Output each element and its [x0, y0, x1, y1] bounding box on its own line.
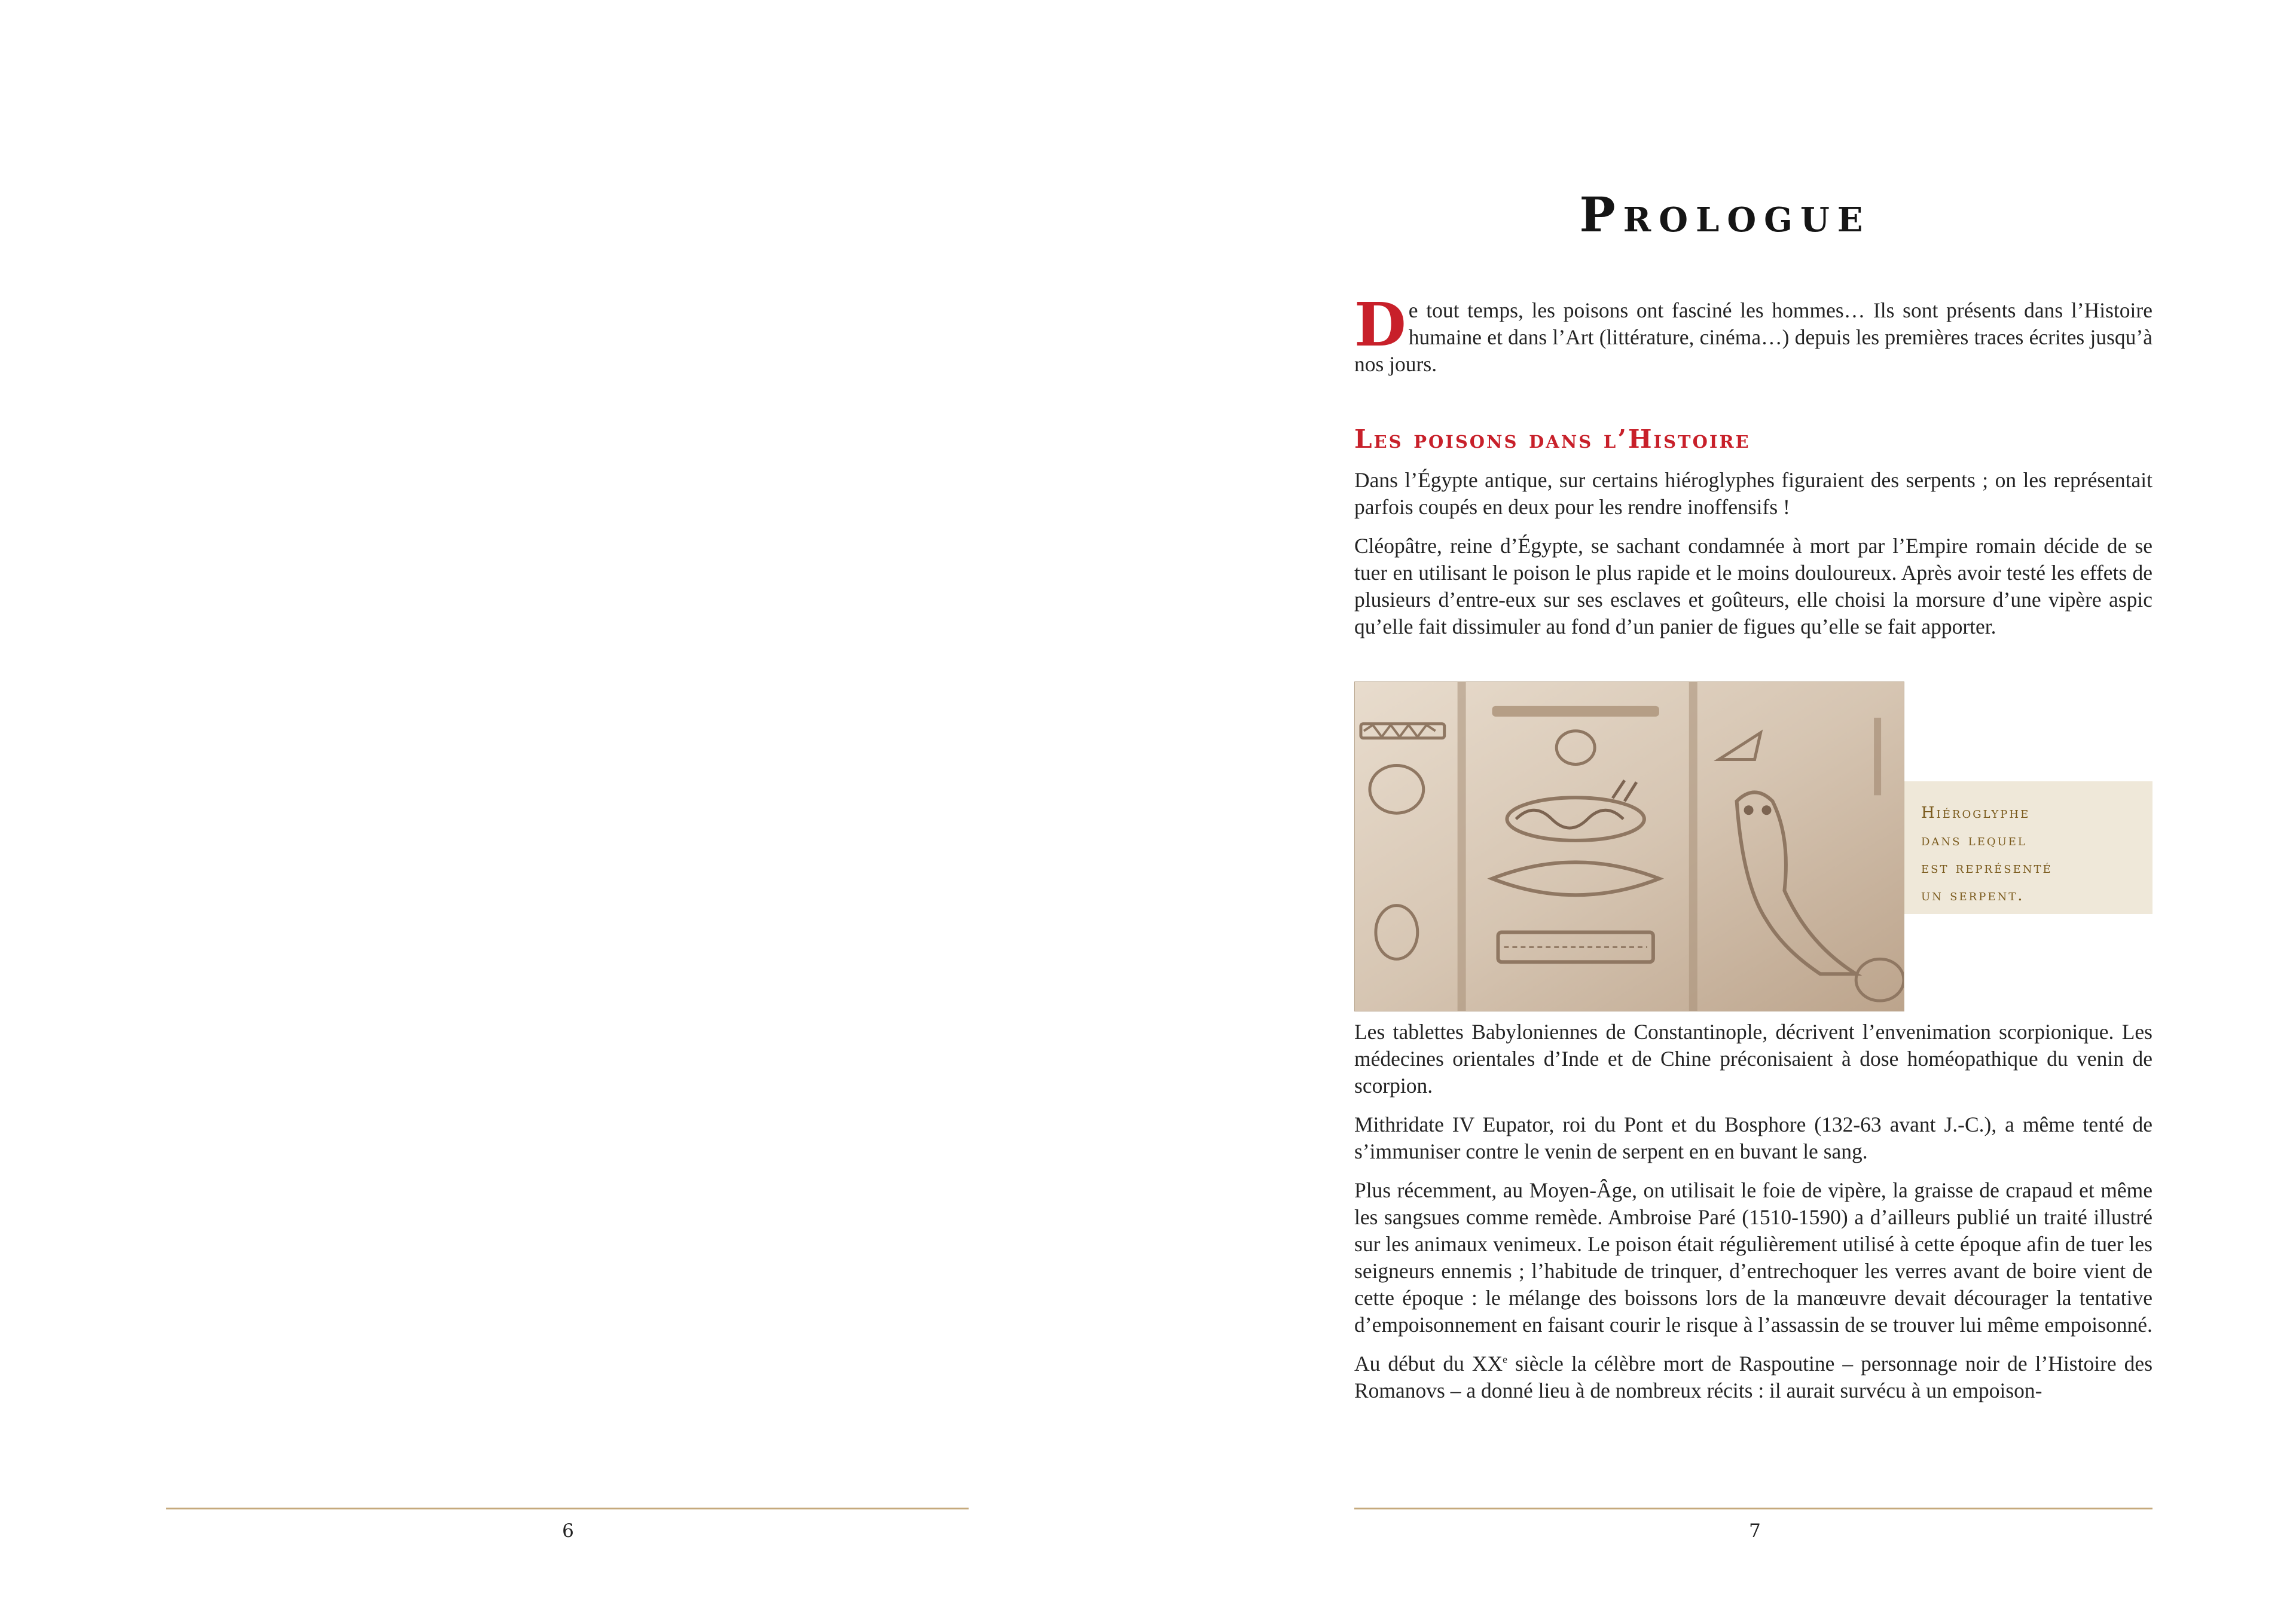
paragraph-egypt: Dans l’Égypte antique, sur certains hiéroglyphes figuraient des serpents ; on les représentait parfois coupés en deux pour les rendre inoffensifs !: [1354, 468, 2152, 519]
page-number: 6: [562, 1520, 574, 1542]
section-heading: Les poisons dans l’Histoire: [1354, 424, 1751, 454]
paragraph-mithridate: Mithridate IV Eupator, roi du Pont et du Bosphore (132-63 avant J.-C.), a même tenté de s’immuniser contre le venin de serpent en en buvant le sang.: [1354, 1112, 2152, 1163]
caption-line: un serpent.: [1921, 887, 2025, 904]
page-title: Prologue: [1579, 186, 1871, 243]
intro-text: e tout temps, les poisons ont fasciné les hommes… Ils sont présents dans l’Histoire humaine et dans l’Art (littérature, cinéma…) depuis les premières traces écrites jusqu’à nos jours.: [1354, 298, 2152, 376]
intro-paragraph: [1354, 289, 2152, 378]
century-superscript: e: [1503, 1353, 1508, 1366]
raspoutine-text-end: siècle la célèbre mort de Raspoutine – personnage noir de l’Histoire des Romanovs – a donné lieu à de nombreux récits : il aurait survécu à un empoison-: [1354, 1352, 2153, 1402]
paragraph-cleopatra: Cléopâtre, reine d’Égypte, se sachant condamnée à mort par l’Empire romain décide de se tuer en utilisant le poison le plus rapide et le moins douloureux. Après avoir testé les effets de plusieurs d’entre-eux sur ses esclaves et goûteurs, elle choisi la morsure d’une vipère aspic qu’elle fait dissimuler au fond d’un panier de figues qu’elle se fait apporter.: [1354, 534, 2152, 638]
right-page: [1148, 0, 2296, 1623]
caption-line: est représenté: [1921, 859, 2053, 877]
paragraph-raspoutine: [1354, 1350, 2152, 1404]
paragraph-moyen-age: Plus récemment, au Moyen-Âge, on utilisait le foie de vipère, la graisse de crapaud et même les sangsues comme remède. Ambroise Paré (1510-1590) a d’ailleurs publié un traité illustré sur les animaux venimeux. Le poison était régulièrement utilisé à cette époque afin de tuer les seigneurs ennemis ; l’habitude de trinquer, d’entrechoquer les verres avant de boire vient de cette époque : le mélange des boissons lors de la manœuvre devait décourager la tentative d’empoisonnement en faisant courir le risque à l’assassin de se trouver lui même empoisonné.: [1354, 1178, 2152, 1337]
text-block-before-image: [1354, 467, 2152, 652]
caption-line: dans lequel: [1921, 832, 2027, 849]
footer-rule: [166, 1508, 969, 1509]
page-number: 7: [1749, 1520, 1761, 1542]
drop-cap: D: [1354, 289, 1406, 360]
caption-line: Hiéroglyphe: [1921, 804, 2031, 822]
paragraph-babylon: Les tablettes Babyloniennes de Constantinople, décrivent l’envenimation scorpionique. Les médecines orientales d’Inde et de Chine préconisaient à dose homéopathique du venin de scorpion.: [1354, 1020, 2152, 1098]
text-block-after-image: [1354, 1019, 2152, 1416]
raspoutine-text-start: Au début du XX: [1354, 1352, 1503, 1376]
image-caption: [1904, 781, 2152, 914]
footer-rule: [1354, 1508, 2152, 1509]
hieroglyph-image: [1354, 681, 1904, 1011]
